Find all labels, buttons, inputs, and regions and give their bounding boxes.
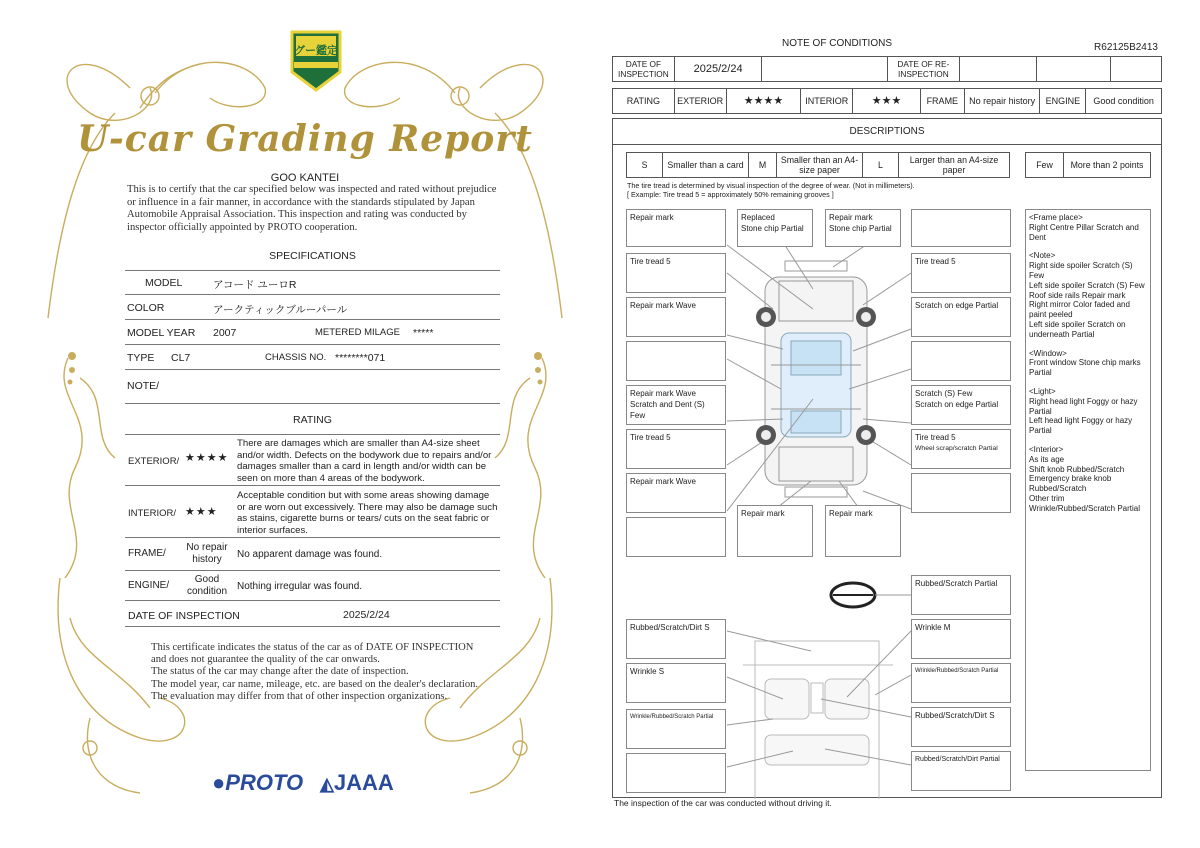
legend-few: Few (1026, 153, 1064, 177)
spec-model-row (125, 270, 500, 295)
rating-table (612, 88, 1162, 114)
interior-stars: ★★★ (853, 89, 921, 113)
legend-l: L (863, 153, 899, 177)
frame-description: No apparent damage was found. (237, 549, 383, 560)
chassis-label: CHASSIS NO. (265, 352, 327, 363)
note-box-tire-rr: Tire tread 5 Wheel scrap/scratch Partial (911, 429, 1011, 469)
light-note: <Light> Right head light Foggy or hazy Partial Left head light Foggy or hazy Partial (1029, 386, 1138, 436)
exterior-description: There are damages which are smaller than A4-size sheet and/or width. Defects on the bodywork due to repairs and/or damages smaller than a card in length and/or width can be seen on more than 4 areas of the bodywork. (237, 438, 492, 484)
note-box-tire-fr: Tire tread 5 (911, 253, 1011, 293)
note-box-front-right (911, 209, 1011, 247)
note-box-left-rear-door: Repair mark Wave Scratch and Dent (S) Few (626, 385, 726, 425)
note-box-right-front-door (911, 341, 1011, 381)
interior-note: <Interior> As its age Shift knob Rubbed/Scratch Emergency brake knob Rubbed/Scratch Other trim Wrinkle/Rubbed/Scratch Partial (1029, 444, 1141, 513)
note-label: NOTE/ (127, 380, 160, 392)
date-inspection-label: DATE OF INSPECTION (613, 57, 675, 81)
jaaa-logo: ◭JAAA (320, 770, 394, 795)
inspection-footer-note: The inspection of the car was conducted without driving it. (614, 798, 832, 808)
interior-rating-row (125, 486, 500, 538)
window-note: <Window> Front window Stone chip marks Partial (1029, 348, 1141, 378)
color-label: COLOR (127, 302, 165, 314)
exterior-label: EXTERIOR (675, 89, 727, 113)
inspection-date-row (125, 601, 500, 627)
interior-label: INTERIOR/ (128, 508, 177, 519)
type-value: CL7 (171, 352, 191, 364)
spec-color-row (125, 295, 500, 320)
note-box-right-quarter (911, 473, 1011, 513)
engine-value: Good condition (186, 574, 228, 597)
note-box-right-fender: Scratch on edge Partial (911, 297, 1011, 337)
certificate-title: U-car Grading Report (77, 118, 533, 160)
certificate-intro: This is to certify that the car specified below was inspected and rated without prejudice or influence in a fair manner, in accordance with the standards stipulated by Japan Automobile Appraisal Association. This inspection and rating was conducted by inspector officially appointed by PROTO cooperation. (127, 184, 497, 233)
goo-kantei-badge (288, 28, 344, 92)
grading-certificate (20, 18, 590, 828)
reinspection-empty-2 (1111, 57, 1161, 81)
interior-label: INTERIOR (801, 89, 853, 113)
condition-notes-sidebar (1025, 209, 1151, 771)
note-title: NOTE OF CONDITIONS (782, 38, 892, 49)
note-box-rear-center-left: Repair mark (737, 505, 813, 557)
note-box-driver-seat: Wrinkle M (911, 619, 1011, 659)
exterior-label: EXTERIOR/ (128, 456, 180, 467)
mileage-label: METERED MILAGE (315, 327, 400, 338)
descriptions-heading: DESCRIPTIONS (613, 119, 1161, 145)
reinspection-empty-1 (1037, 57, 1111, 81)
spec-note-row (125, 370, 500, 404)
type-label: TYPE (127, 352, 155, 364)
date-empty-cell (762, 57, 888, 81)
rating-heading: RATING (293, 414, 332, 426)
rating-label: RATING (613, 89, 675, 113)
note-box-left-fender: Repair mark Wave (626, 297, 726, 337)
model-value: アコード ユーロR (213, 279, 297, 291)
note-box-left-front-door (626, 341, 726, 381)
descriptions-panel (612, 118, 1162, 798)
date-inspection-value: 2025/2/24 (675, 57, 763, 81)
certificate-subtitle: GOO KANTEI (270, 172, 340, 184)
note-box-tire-fl: Tire tread 5 (626, 253, 726, 293)
model-label: MODEL (145, 277, 183, 289)
note-of-conditions (612, 36, 1164, 812)
note-box-dashboard: Rubbed/Scratch/Dirt S (626, 619, 726, 659)
note-box-rear-seat: Rubbed/Scratch/Dirt Partial (911, 751, 1011, 791)
frame-value: No repair history (186, 542, 228, 565)
certificate-footer: This certificate indicates the status of the car as of DATE OF INSPECTION and does not guarantee the quality of the car onwards. The status of the car may change after the date of inspection. The model year, car name, mileage, etc. are based on the dealer's declaration. The evaluation may differ from that of other inspection organizations. (151, 642, 479, 702)
reference-number: R62125B2413 (1094, 42, 1158, 53)
engine-label: ENGINE (1040, 89, 1086, 113)
proto-logo: ●PROTO (212, 770, 304, 795)
interior-description: Acceptable condition but with some areas showing damage or are worn out excessively. There may also be damage such as stains, cigarette burns or tears/ cuts on the seat fabric or interior surfaces. (237, 490, 498, 536)
note-box-passenger-seat: Wrinkle S (626, 663, 726, 703)
inspection-date-label: DATE OF INSPECTION (128, 610, 240, 622)
chassis-value: ********071 (335, 352, 386, 364)
frame-value: No repair history (965, 89, 1041, 113)
engine-rating-row (125, 571, 500, 601)
exterior-stars: ★★★★ (185, 452, 229, 464)
note-box-right-door-trim: Wrinkle/Rubbed/Scratch Partial (911, 663, 1011, 703)
engine-value: Good condition (1093, 96, 1154, 106)
interior-stars: ★★★ (185, 506, 218, 518)
exterior-stars: ★★★★ (727, 89, 802, 113)
specifications-heading: SPECIFICATIONS (269, 250, 356, 262)
note-box-tire-rl: Tire tread 5 (626, 429, 726, 469)
note-box-front-center-left: Replaced Stone chip Partial (737, 209, 813, 247)
note-box-front-center-right: Repair mark Stone chip Partial (825, 209, 901, 247)
legend-few-desc: More than 2 points (1070, 160, 1144, 170)
proto-logo-icon: ● (212, 770, 226, 795)
note-box-rear-left (626, 517, 726, 557)
frame-label: FRAME/ (128, 548, 166, 559)
reinspection-label: DATE OF RE-INSPECTION (888, 57, 960, 81)
spec-type-row (125, 345, 500, 370)
frame-rating-row (125, 538, 500, 571)
model-year-value: 2007 (213, 327, 237, 339)
legend-m-desc: Smaller than an A4-size paper (777, 153, 863, 177)
mileage-value: ***** (413, 327, 434, 339)
inspection-date-value: 2025/2/24 (343, 609, 390, 621)
note-box-steering: Rubbed/Scratch Partial (911, 575, 1011, 615)
frame-label: FRAME (921, 89, 965, 113)
note-box-left-door-trim: Wrinkle/Rubbed/Scratch Partial (626, 709, 726, 749)
reinspection-value (960, 57, 1038, 81)
tire-tread-note: The tire tread is determined by visual inspection of the degree of wear. (Not in millimeters). [ Example: Tire tread 5 = approximately 50% remaining grooves ] (627, 181, 915, 199)
color-value: アークティックブルーパール (213, 304, 348, 316)
general-note: <Note> Right side spoiler Scratch (S) Few Left side spoiler Scratch (S) Few Roof side rails Repair mark Right mirror Color faded and paint peeled Left side spoiler Scratch on underneath Partial (1029, 251, 1145, 339)
engine-description: Nothing irregular was found. (237, 581, 363, 592)
jaaa-logo-icon: ◭ (320, 774, 334, 794)
engine-label: ENGINE/ (128, 580, 170, 591)
legend-l-desc: Larger than an A4-size paper (909, 155, 999, 175)
note-box-console: Rubbed/Scratch/Dirt S (911, 707, 1011, 747)
note-box-right-rear-door: Scratch (S) Few Scratch on edge Partial (911, 385, 1011, 425)
legend-s-desc: Smaller than a card (663, 153, 749, 177)
badge-text: グー鑑定 (294, 45, 338, 57)
spec-year-row (125, 320, 500, 345)
inspection-date-table (612, 56, 1162, 82)
note-box-rear-seat-left (626, 753, 726, 793)
note-box-front-left: Repair mark (626, 209, 726, 247)
legend-m: M (749, 153, 777, 177)
note-box-rear-center-right: Repair mark (825, 505, 901, 557)
legend-s: S (627, 153, 663, 177)
note-box-left-quarter: Repair mark Wave (626, 473, 726, 513)
exterior-rating-row (125, 434, 500, 486)
frame-place-note: <Frame place> Right Centre Pillar Scratch and Dent (1029, 213, 1139, 242)
model-year-label: MODEL YEAR (127, 327, 196, 339)
